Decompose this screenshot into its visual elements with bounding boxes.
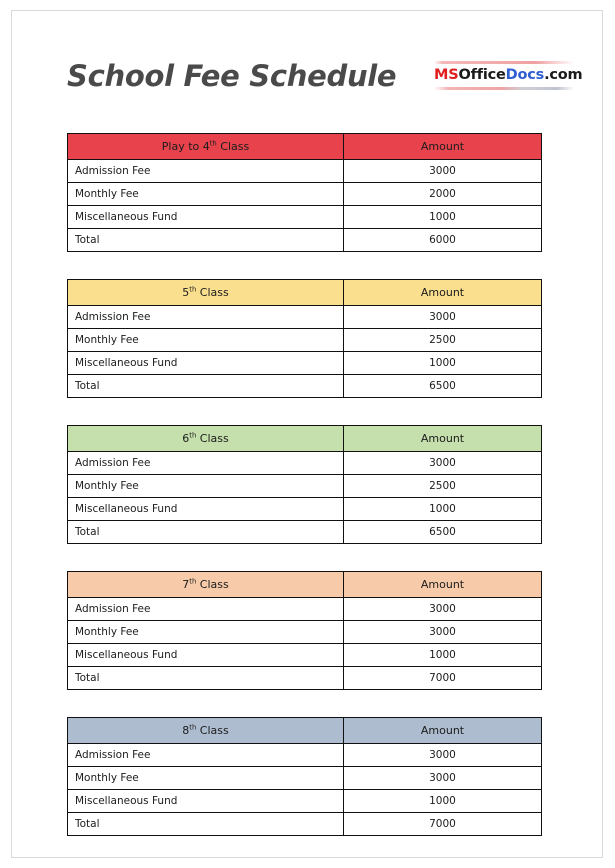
table-row-total: [68, 375, 542, 398]
class-label-ordinal: th: [189, 577, 197, 586]
table-row: [68, 206, 542, 229]
row-label: Monthly Fee: [68, 183, 344, 206]
class-label-suffix: Class: [196, 578, 229, 591]
fee-table-play-to-4th-class: [67, 133, 542, 252]
table-header-row: [68, 572, 542, 598]
fee-table-6th-class: [67, 425, 542, 544]
row-label: Monthly Fee: [68, 475, 344, 498]
row-amount: 7000: [344, 667, 542, 690]
class-header-cell: [68, 718, 344, 744]
row-amount: 3000: [344, 598, 542, 621]
row-label: Total: [68, 375, 344, 398]
row-amount: 2500: [344, 329, 542, 352]
class-label-prefix: Play to 4: [161, 140, 210, 153]
amount-header-cell: Amount: [344, 572, 542, 598]
row-amount: 3000: [344, 452, 542, 475]
fee-table-8th-class: [67, 717, 542, 836]
row-label: Total: [68, 521, 344, 544]
row-amount: 1000: [344, 352, 542, 375]
table-spacer: [12, 690, 602, 717]
logo-bottom-bar: [434, 87, 574, 90]
row-amount: 3000: [344, 621, 542, 644]
table-spacer: [12, 252, 602, 279]
class-header-cell: [68, 426, 344, 452]
row-amount: 1000: [344, 790, 542, 813]
table-row-total: [68, 813, 542, 836]
amount-header-cell: Amount: [344, 280, 542, 306]
row-label: Admission Fee: [68, 452, 344, 475]
class-label-prefix: 7: [182, 578, 190, 591]
table-header-row: [68, 426, 542, 452]
document-header: [12, 59, 602, 133]
table-header-row: [68, 134, 542, 160]
table-row: [68, 183, 542, 206]
row-label: Admission Fee: [68, 160, 344, 183]
class-label-prefix: 5: [182, 286, 190, 299]
logo-text-ms: MS: [434, 67, 459, 83]
amount-header-cell: Amount: [344, 426, 542, 452]
class-label-suffix: Class: [216, 140, 250, 153]
class-label-ordinal: th: [189, 431, 197, 440]
logo-wordmark: [434, 67, 583, 84]
table-row: [68, 160, 542, 183]
row-label: Admission Fee: [68, 598, 344, 621]
table-header-row: [68, 718, 542, 744]
row-label: Miscellaneous Fund: [68, 644, 344, 667]
table-header-row: [68, 280, 542, 306]
logo-text-com: .com: [544, 67, 583, 83]
class-label-suffix: Class: [196, 724, 229, 737]
row-label: Total: [68, 229, 344, 252]
class-label-suffix: Class: [196, 286, 229, 299]
row-amount: 6500: [344, 375, 542, 398]
class-label-prefix: 6: [182, 432, 190, 445]
class-label-suffix: Class: [196, 432, 229, 445]
row-amount: 1000: [344, 206, 542, 229]
row-label: Monthly Fee: [68, 767, 344, 790]
table-spacer: [12, 398, 602, 425]
table-row: [68, 498, 542, 521]
table-row-total: [68, 667, 542, 690]
fee-tables-area: [12, 133, 602, 836]
row-label: Total: [68, 813, 344, 836]
table-row: [68, 621, 542, 644]
class-label-ordinal: th: [189, 723, 197, 732]
class-label-ordinal: th: [209, 139, 217, 148]
row-label: Total: [68, 667, 344, 690]
table-row: [68, 767, 542, 790]
row-amount: 3000: [344, 767, 542, 790]
class-header-cell: [68, 134, 344, 160]
row-amount: 3000: [344, 306, 542, 329]
row-amount: 3000: [344, 744, 542, 767]
row-label: Miscellaneous Fund: [68, 790, 344, 813]
table-row: [68, 790, 542, 813]
row-label: Monthly Fee: [68, 621, 344, 644]
row-amount: 6500: [344, 521, 542, 544]
class-label-ordinal: th: [189, 285, 197, 294]
fee-table-5th-class: [67, 279, 542, 398]
table-row: [68, 306, 542, 329]
table-row: [68, 352, 542, 375]
table-row: [68, 452, 542, 475]
class-label-prefix: 8: [182, 724, 190, 737]
row-label: Miscellaneous Fund: [68, 498, 344, 521]
amount-header-cell: Amount: [344, 134, 542, 160]
amount-header-cell: Amount: [344, 718, 542, 744]
row-amount: 7000: [344, 813, 542, 836]
logo-text-office: Office: [458, 67, 506, 83]
msofficedocs-logo: [434, 59, 583, 90]
table-row: [68, 475, 542, 498]
page-title: School Fee Schedule: [67, 59, 397, 93]
fee-table-7th-class: [67, 571, 542, 690]
table-row-total: [68, 229, 542, 252]
table-spacer: [12, 544, 602, 571]
class-header-cell: [68, 572, 344, 598]
row-label: Miscellaneous Fund: [68, 352, 344, 375]
row-label: Miscellaneous Fund: [68, 206, 344, 229]
table-row: [68, 329, 542, 352]
table-row: [68, 644, 542, 667]
logo-top-bar: [434, 61, 574, 64]
row-amount: 1000: [344, 644, 542, 667]
row-amount: 2000: [344, 183, 542, 206]
row-label: Monthly Fee: [68, 329, 344, 352]
page-sheet: [11, 10, 603, 858]
row-label: Admission Fee: [68, 306, 344, 329]
row-label: Admission Fee: [68, 744, 344, 767]
table-row-total: [68, 521, 542, 544]
row-amount: 1000: [344, 498, 542, 521]
table-row: [68, 598, 542, 621]
row-amount: 6000: [344, 229, 542, 252]
class-header-cell: [68, 280, 344, 306]
row-amount: 2500: [344, 475, 542, 498]
table-row: [68, 744, 542, 767]
row-amount: 3000: [344, 160, 542, 183]
logo-text-docs: Docs: [505, 67, 545, 83]
